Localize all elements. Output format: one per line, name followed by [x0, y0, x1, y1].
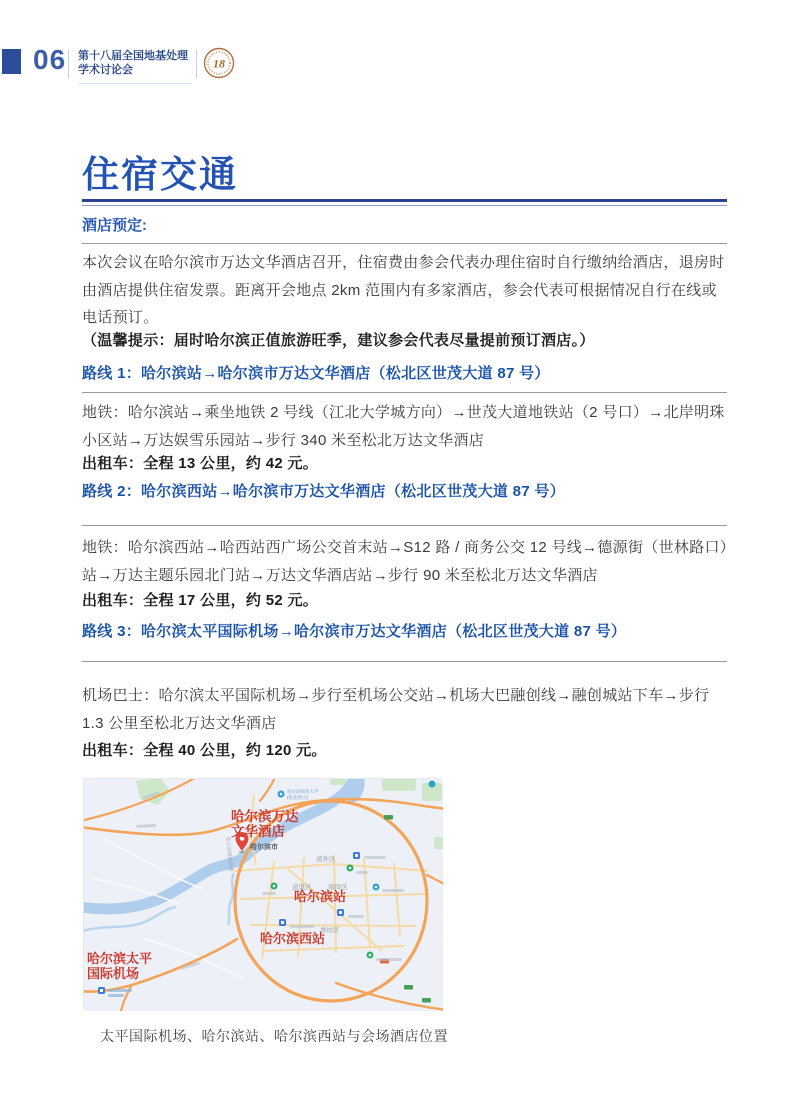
section-rule [82, 661, 727, 662]
map-hotel-label-line1: 哈尔滨万达 [231, 809, 299, 824]
hotel-booking-tip: （温馨提示：届时哈尔滨正值旅游旺季，建议参会代表尽量提前预订酒店。） [82, 332, 595, 349]
conference-name-line2: 学术讨论会 [78, 64, 133, 76]
header-accent-square [2, 49, 21, 74]
title-rule-light [82, 205, 727, 206]
map-station-label: 哈尔滨站 [294, 889, 347, 904]
route-1-detail: 地铁：哈尔滨站→乘坐地铁 2 号线（江北大学城方向）→世茂大道地铁站（2 号口）→北岸明珠小区站→万达娱雪乐园站→步行 340 米至松北万达文华酒店 [82, 404, 725, 449]
route-3-detail: 机场巴士：哈尔滨太平国际机场→步行至机场公交站→机场大巴融创线→融创城站下车→步行 1.3 公里至松北万达文华酒店 [82, 687, 710, 732]
map-airport-label-line1: 哈尔滨太平 [87, 951, 153, 966]
route-1-title: 路线 1：哈尔滨站→哈尔滨市万达文华酒店（松北区世茂大道 87 号） [82, 365, 550, 382]
header-divider [196, 50, 197, 79]
location-map [83, 778, 442, 1010]
map-west-station-label: 哈尔滨西站 [260, 931, 326, 946]
title-rule [82, 199, 727, 202]
header-divider [68, 50, 69, 79]
route-3-title: 路线 3：哈尔滨太平国际机场→哈尔滨市万达文华酒店（松北区世茂大道 87 号） [82, 623, 627, 640]
university-label-line1: 哈尔滨师范大学 [287, 789, 319, 794]
district-label-xiangfang: 香坊区 [320, 927, 340, 934]
badge-number: 18 [213, 56, 225, 71]
section-rule [82, 392, 727, 393]
page-title: 住宿交通 [82, 154, 238, 195]
district-label-daowai: 道外区 [316, 856, 336, 863]
city-label: 哈尔滨市 [250, 844, 278, 851]
conference-name-line1: 第十八届全国地基处理 [78, 50, 188, 62]
header-underline [78, 83, 192, 84]
section-rule [82, 243, 727, 244]
route-3-taxi: 出租车：全程 40 公里，约 120 元。 [82, 742, 327, 759]
harbin-map-image [84, 779, 443, 1011]
district-label-nangang: 南岗区 [328, 884, 348, 891]
map-hotel-label-line2: 文华酒店 [231, 824, 285, 839]
route-2-detail: 地铁：哈尔滨西站→哈西站西广场公交首末站→S12 路 / 商务公交 12 号线→德源街（世林路口）站→万达主题乐园北门站→万达文华酒店站→步行 90 米至松北万达文华酒店 [82, 539, 728, 584]
page-number: 06 [33, 44, 67, 75]
conference-seal-icon [202, 46, 236, 80]
ring-road-label: 哈尔滨绕城高速 [224, 836, 234, 873]
conference-name [78, 49, 188, 77]
hotel-booking-heading: 酒店预定: [82, 217, 147, 234]
map-airport-label-line2: 国际机场 [87, 966, 140, 981]
section-rule [82, 525, 727, 526]
route-2-taxi: 出租车：全程 17 公里，约 52 元。 [82, 592, 319, 609]
district-label-daoli: 道里区 [292, 884, 312, 891]
map-caption: 太平国际机场、哈尔滨站、哈尔滨西站与会场酒店位置 [100, 1028, 448, 1044]
hotel-booking-paragraph: 本次会议在哈尔滨市万达文华酒店召开，住宿费由参会代表办理住宿时自行缴纳给酒店，退房时由酒店提供住宿发票。距离开会地点 2km 范围内有多家酒店，参会代表可根据情况自行在线或电话预订。 [82, 254, 725, 326]
university-label-line2: (松北校区) [287, 795, 308, 800]
route-2-title: 路线 2：哈尔滨西站→哈尔滨市万达文华酒店（松北区世茂大道 87 号） [82, 483, 566, 500]
route-1-taxi: 出租车：全程 13 公里，约 42 元。 [82, 455, 319, 472]
